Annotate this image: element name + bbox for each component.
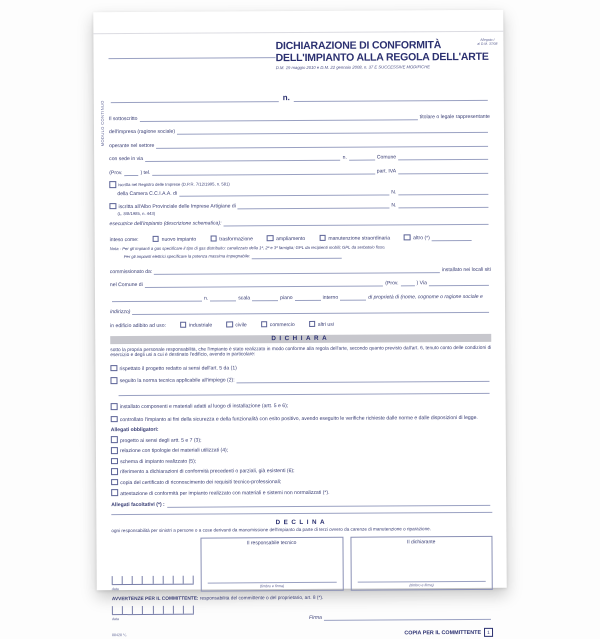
label-albo: iscritta all'Albo Provinciale delle Imprese Artigiane di (118, 203, 236, 210)
label-n: N. (391, 189, 397, 196)
form-title-line1: DICHIARAZIONE DI CONFORMITÀ (275, 39, 442, 53)
line-esecutrice (110, 218, 491, 227)
label-allegato-attestazione: attestazione di conformità per impianto realizzato con materiali e sistemi non normalizzati (*). (120, 489, 330, 497)
blank-line (139, 113, 417, 122)
copy-number-box: 1 (484, 628, 493, 637)
checkbox-icon (152, 236, 159, 243)
checkbox-icon (267, 235, 274, 242)
label-settore: operante nel settore (109, 142, 155, 149)
blank-line (252, 252, 342, 260)
label-rispettato-progetto: rispettato il progetto redatto ai sensi dell'art. 5 da (1) (119, 365, 237, 372)
label-scala: scala (238, 295, 251, 302)
date-label: data (111, 617, 119, 622)
label-impresa: dell'impresa (ragione sociale) (108, 128, 176, 136)
firma-row (112, 604, 493, 622)
checkbox-icon (109, 203, 116, 210)
checkbox-icon (111, 437, 118, 444)
company-stamp-line (108, 43, 275, 59)
check-allegato-progetto (111, 434, 492, 443)
check-allegato-certificato (111, 477, 492, 486)
dichiara-intro: sotto la propria personale responsabilità, che l'impianto è stato realizzato in modo conforme alla regola dell'arte, secondo quanto previsto dall'art. 6, tenuto conto delle condizioni di esercizio e degli usi a cui è destinato l'edificio, avendo in particolare: (110, 345, 492, 359)
label-n: n. (203, 295, 209, 302)
blank-line (156, 139, 488, 148)
option-civile: civile (235, 322, 247, 329)
checkbox-icon (110, 377, 117, 384)
label-n: n. (342, 154, 347, 161)
checkbox-icon (109, 181, 116, 188)
label-sottoscritto: Il sottoscritto (108, 115, 138, 122)
checkbox-icon (261, 321, 268, 328)
blank-line (398, 201, 488, 209)
line-allegati-facoltativi (111, 498, 492, 507)
blank-line (112, 294, 202, 302)
label-proprieta: di proprietà di (nome, cognome o ragione sociale e (368, 293, 483, 301)
form-subtitle: D.M. 19 maggio 2010 e D.M. 22 gennaio 2008, n. 37 E SUCCESSIVE MODIFICHE (275, 64, 431, 71)
check-controllato (111, 414, 492, 423)
checkbox-icon (111, 490, 118, 497)
label-allegato-certificato: copia del certificato di riconoscimento dei requisiti tecnico-professionali; (120, 479, 282, 487)
checkbox-icon (180, 321, 187, 328)
check-allegato-attestazione (111, 487, 492, 496)
label-tel: ) tel. (140, 169, 151, 176)
date-grid (112, 606, 194, 616)
option-manutenzione: manutenzione straordinaria (328, 235, 391, 242)
divider-line (111, 511, 492, 514)
line-impresa (109, 126, 490, 135)
line-scala-piano (110, 293, 491, 302)
label-piano: piano (280, 294, 293, 301)
label-comune: Comune (376, 154, 397, 161)
side-vertical-label: MODULO CONTINUO (99, 100, 106, 147)
norma-continuation (111, 387, 492, 396)
avvertenze-row (112, 595, 493, 603)
line-indirizzo (110, 306, 491, 315)
blank-line (132, 306, 489, 315)
label-allegato-relazione: relazione con tipologie dei materiali utilizzati (4); (119, 447, 229, 455)
label-interno: interno (322, 294, 339, 301)
label-nel-comune: nel Comune di (109, 282, 143, 289)
blank-line (167, 498, 491, 507)
blank-line (152, 167, 374, 175)
annex-note: Allegato I al D.M. 37/08 (477, 37, 498, 46)
label-allegati-obbligatori: Allegati obbligatori: (110, 426, 159, 434)
check-progetto (110, 362, 491, 371)
avvertenze-text: responsabilità del committente o del proprietario, art. 8 (*). (198, 595, 324, 602)
check-allegato-relazione (111, 445, 492, 454)
date-block (112, 606, 194, 623)
number-label: n. (282, 93, 290, 103)
form-header (108, 37, 498, 71)
label-edificio-uso: in edificio adibito ad uso: (110, 322, 166, 330)
signature-box-dichiarante (350, 536, 493, 591)
option-industriale: industriale (189, 322, 213, 329)
checkbox-icon (319, 235, 326, 242)
blank-line (179, 189, 389, 197)
check-registro-imprese (109, 179, 490, 188)
blank-line (154, 266, 440, 275)
blank-line (223, 218, 488, 227)
blank-line (119, 387, 490, 396)
blank-line (398, 166, 488, 174)
nota-elettrici: Per gli impianti elettrici specificare la potenza massima impegnabile: (123, 253, 251, 259)
line-sede (109, 153, 490, 162)
title-block (275, 37, 498, 71)
check-allegato-riferimento (111, 466, 492, 475)
firma-label: Firma (308, 614, 322, 621)
label-indirizzo: indirizzo) (110, 309, 131, 316)
option-ampliamento: ampliamento (276, 235, 306, 242)
label-controllato: controllato l'impianto ai fini della sicurezza e della funzionalità con esito positivo, avendo eseguito le verifiche richieste dalle norme e dalle disposizioni di legge. (119, 414, 478, 424)
blank-line (432, 234, 472, 241)
box-title: Il dichiarante (407, 539, 436, 546)
blank-line (124, 168, 138, 175)
blank-line (429, 279, 489, 286)
label-installato: installato nei locali siti (441, 266, 491, 273)
label-via: ) Via (416, 280, 427, 287)
date-block (112, 576, 194, 593)
line-commissionato (110, 266, 491, 275)
checkbox-icon (111, 479, 118, 486)
checkbox-icon (226, 321, 233, 328)
option-trasformazione: trasformazione (219, 236, 253, 243)
check-allegato-schema (111, 455, 492, 464)
blank-line (237, 375, 490, 384)
checkbox-icon (111, 458, 118, 465)
label-allegati-facoltativi: Allegati facoltativi (*) : (111, 501, 165, 508)
blank-line (295, 294, 321, 301)
check-componenti (111, 401, 492, 410)
copy-label: COPIA PER IL COMMITTENTE (404, 629, 482, 636)
line-prov-tel (109, 166, 490, 175)
option-nuovo-impianto: nuovo impianto (161, 236, 197, 243)
line-inteso-come (110, 234, 491, 243)
date-grid (112, 576, 194, 586)
date-label: data (111, 587, 119, 592)
blank-line (210, 294, 236, 301)
firma-blank-line (324, 613, 491, 621)
label-inteso-come: inteso come: (109, 236, 139, 243)
label-n: N. (391, 202, 397, 209)
option-altri-usi: altri usi (317, 321, 334, 328)
nota-elettrici-row (124, 251, 491, 260)
blank-line (340, 293, 366, 300)
label-camera: della Camera C.C.I.A.A. di (117, 190, 178, 198)
blank-line (349, 154, 375, 161)
label-registro-imprese: iscritta nel Registro delle Imprese (D.P.R. 7/12/1995, n. 581) (118, 181, 230, 188)
label-allegato-riferimento: riferimento a dichiarazioni di conformità precedenti o parziali, già esistenti (6); (120, 468, 295, 476)
checkbox-icon (210, 235, 217, 242)
checkbox-icon (111, 447, 118, 454)
blank-line (145, 280, 384, 288)
blank-line (145, 154, 341, 162)
label-partiva: part. IVA (376, 167, 397, 175)
label-sede: con sede in via (109, 155, 144, 163)
stamp-caption: (timbro e firma) (409, 582, 434, 587)
blank-line (398, 188, 488, 196)
line-edificio-uso (110, 320, 491, 329)
nota-gas: Nota - Per gli impianti a gas specificare il tipo di gas distribuito: canalizzato della 1ª, 2ª e 3ª famiglia; GPL da recipienti mobili; GPL da serbatoio fisso. (109, 244, 386, 251)
label-norma-tecnica: seguito la norma tecnica applicabile all'impiego (2): (119, 377, 235, 385)
label-titolare: titolare o legale rappresentante (419, 113, 490, 120)
blank-line (111, 95, 279, 103)
checkbox-icon (111, 416, 118, 423)
check-norma-tecnica (110, 375, 491, 384)
label-prov: (Prov. (109, 169, 123, 176)
label-prov: (Prov. (385, 280, 399, 287)
option-commercio: commercio (269, 321, 295, 329)
box-title: Il responsabile tecnico (246, 540, 297, 547)
signature-box-responsabile (200, 537, 343, 592)
label-legge-443: (L. 8/8/1985, n. 443) (117, 210, 156, 216)
checkbox-icon (110, 365, 117, 372)
number-row (109, 92, 490, 103)
checkbox-icon (111, 468, 118, 475)
blank-line (398, 153, 488, 161)
checkbox-icon (309, 321, 316, 328)
blank-line (400, 280, 414, 287)
label-allegato-schema: schema di impianto realizzato (5); (120, 458, 197, 465)
label-allegato-progetto: progetto ai sensi degli artt. 5 e 7 (3); (119, 437, 202, 444)
checkbox-icon (111, 403, 118, 410)
section-dichiara-title: DICHIARA (110, 334, 491, 345)
form-sheet (93, 10, 507, 637)
blank-line (238, 201, 390, 209)
label-esecutrice: esecutrice dell'impianto (descrizione schematica): (109, 220, 222, 227)
blank-line (177, 126, 488, 135)
label-componenti: installato componenti e materiali adatti al luogo di installazione (artt. 5 e 6); (119, 403, 289, 411)
avvertenze-label: AVVERTENZE PER IL COMMITTENTE: (111, 596, 199, 603)
copy-for-client (404, 628, 493, 638)
form-title-line2: DELL'IMPIANTO ALLA REGOLA DELL'ARTE (275, 50, 489, 64)
signature-zone (111, 536, 492, 592)
line-settore (109, 139, 490, 148)
blank-line (252, 294, 278, 301)
form-code: 88428 ⅟₂ (112, 632, 127, 637)
line-sottoscritto (109, 112, 490, 121)
number-blank-line (294, 94, 488, 102)
option-altro: altro (*) (413, 234, 430, 242)
stamp-caption: (timbro e firma) (259, 583, 285, 588)
declina-body: ogni responsabilità per sinistri a persone o a cose derivanti da manomissione dell'impianto da parte di terzi ovvero da carenze di manutenzione o riparazione. (111, 526, 431, 534)
footer-row (112, 628, 493, 639)
checkbox-icon (404, 234, 411, 241)
section-declina-title: DECLINA (275, 518, 329, 526)
line-comune (110, 279, 491, 288)
line-camera (117, 188, 490, 197)
label-commissionato: commissionato da: (109, 268, 153, 275)
